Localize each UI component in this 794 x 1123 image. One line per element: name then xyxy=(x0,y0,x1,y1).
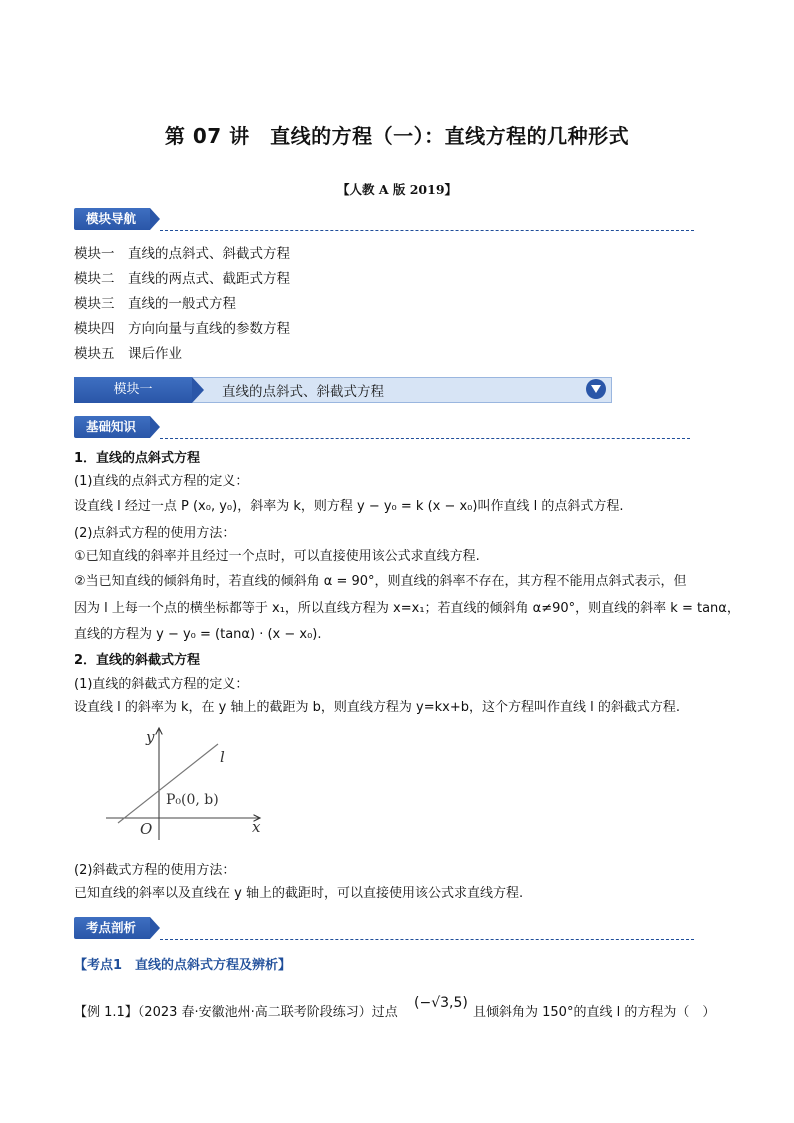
example-point: (−√3,5) xyxy=(414,995,468,1011)
paragraph: 设直线 l 的斜率为 k，在 y 轴上的截距为 b，则直线方程为 y=kx+b，这个方程叫作直线 l 的斜截式方程. xyxy=(74,700,680,715)
paragraph: (2)点斜式方程的使用方法： xyxy=(74,526,236,541)
analysis-tag: 考点剖析 xyxy=(74,917,150,939)
y-axis-label: y xyxy=(146,728,155,746)
divider xyxy=(160,230,694,231)
divider xyxy=(160,939,694,940)
nav-item[interactable]: 模块二 直线的两点式、截距式方程 xyxy=(74,271,290,287)
paragraph: (1)直线的斜截式方程的定义： xyxy=(74,677,249,692)
module-bar-label: 模块一 xyxy=(74,377,192,403)
page-title: 第 07 讲 直线的方程（一）：直线方程的几种形式 xyxy=(164,124,630,148)
paragraph: ②当已知直线的倾斜角时，若直线的倾斜角 α = 90°，则直线的斜率不存在，其方程不能用点斜式表示，但 xyxy=(74,574,687,589)
nav-item[interactable]: 模块一 直线的点斜式、斜截式方程 xyxy=(74,246,290,262)
x-axis-label: x xyxy=(252,818,261,836)
edition-label: 【人教 A 版 2019】 xyxy=(336,182,458,197)
paragraph: (2)斜截式方程的使用方法： xyxy=(74,863,236,878)
nav-item[interactable]: 模块三 直线的一般式方程 xyxy=(74,296,236,312)
slope-intercept-figure xyxy=(100,722,270,844)
example-intro: 【例 1.1】（2023 春·安徽池州·高二联考阶段练习）过点 xyxy=(74,1005,398,1020)
chevron-down-icon[interactable] xyxy=(586,379,606,399)
point-label: P₀(0, b) xyxy=(166,792,219,808)
origin-label: O xyxy=(140,820,153,838)
line-l xyxy=(118,744,218,823)
example-rest: 且倾斜角为 150°的直线 l 的方程为（ ） xyxy=(473,1005,716,1020)
paragraph: 直线的方程为 y − y₀ = (tanα) · (x − x₀). xyxy=(74,627,322,642)
paragraph: 因为 l 上每一个点的横坐标都等于 x₁，所以直线方程为 x=x₁；若直线的倾斜角 α≠90°，则直线的斜率 k = tanα， xyxy=(74,601,740,616)
paragraph: (1)直线的点斜式方程的定义： xyxy=(74,474,249,489)
nav-item[interactable]: 模块四 方向向量与直线的参数方程 xyxy=(74,321,290,337)
section-heading: 1．直线的点斜式方程 xyxy=(74,451,201,466)
paragraph: ①已知直线的斜率并且经过一个点时，可以直接使用该公式求直线方程. xyxy=(74,549,480,564)
line-label: l xyxy=(220,748,225,766)
paragraph: 已知直线的斜率以及直线在 y 轴上的截距时，可以直接使用该公式求直线方程. xyxy=(74,886,524,901)
topic-title: 【考点1 直线的点斜式方程及辨析】 xyxy=(74,958,292,973)
nav-item[interactable]: 模块五 课后作业 xyxy=(74,346,182,362)
basics-tag: 基础知识 xyxy=(74,416,150,438)
section-heading: 2．直线的斜截式方程 xyxy=(74,653,201,668)
divider xyxy=(160,438,690,439)
module-bar-title: 直线的点斜式、斜截式方程 xyxy=(222,384,384,400)
paragraph: 设直线 l 经过一点 P (x₀, y₀)，斜率为 k，则方程 y − y₀ = k (x − x₀)叫作直线 l 的点斜式方程. xyxy=(74,499,624,514)
nav-tag: 模块导航 xyxy=(74,208,150,230)
